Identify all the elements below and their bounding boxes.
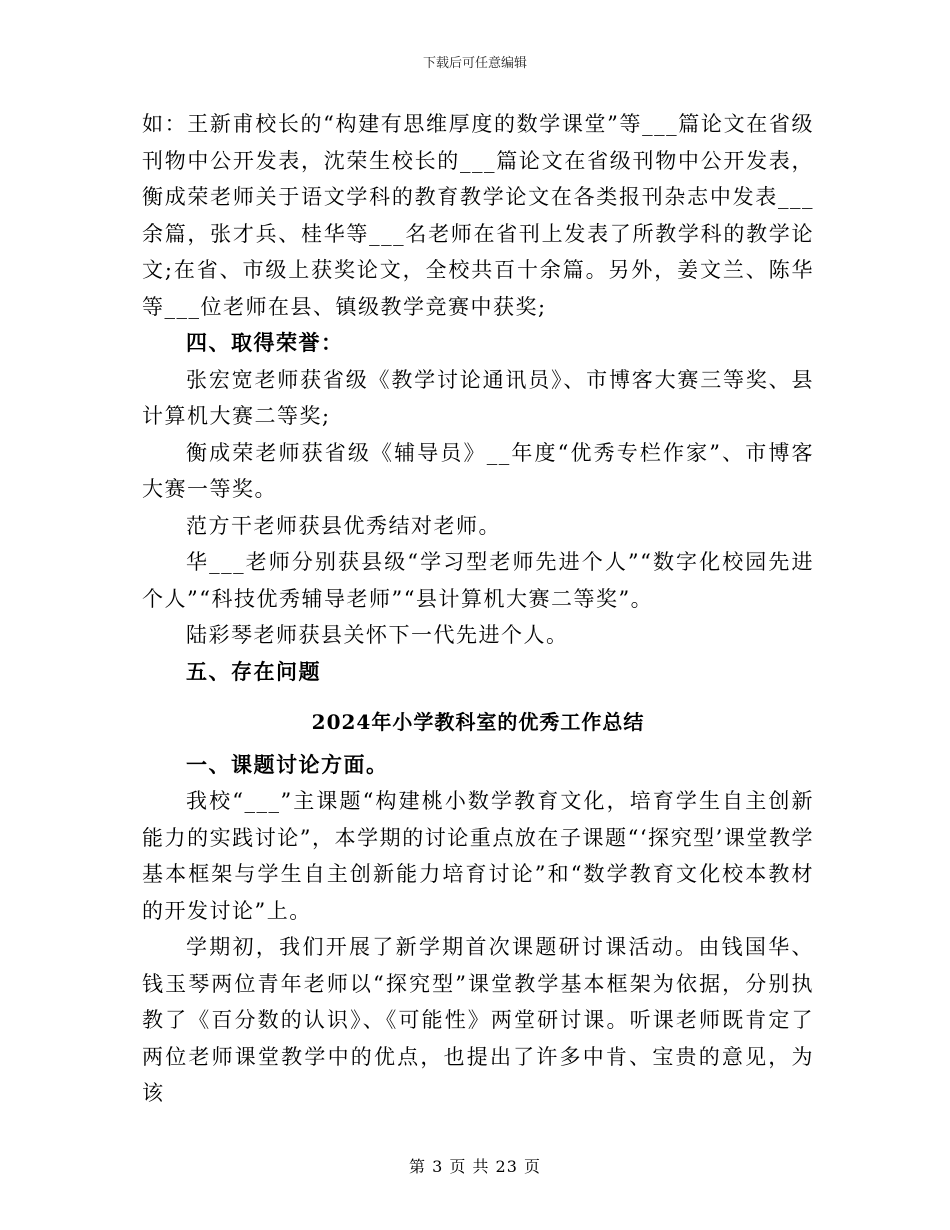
section-heading-research: 一、课题讨论方面。 — [186, 751, 389, 777]
page-header-note: 下载后可任意编辑 — [422, 56, 527, 71]
document-title: 2024年小学教科室的优秀工作总结 — [311, 710, 645, 734]
document-body — [142, 106, 814, 1112]
paragraph-main-topic: 我校“___”主课题“构建桃小数学教育文化，培育学生自主创新能力的实践讨论”，本学期的讨论重点放在子课题“‘探究型’课堂教学基本框架与学生自主创新能力培育讨论”和“数学教育文化校本教材的开发讨论”上。 — [142, 789, 814, 923]
honor-item-1: 张宏宽老师获省级《教学讨论通讯员》、市博客大赛三等奖、县计算机大赛二等奖; — [142, 367, 814, 428]
page-number-footer: 第 3 页 共 23 页 — [409, 1157, 541, 1176]
honor-item-4: 华___老师分别获县级“学习型老师先进个人”“数字化校园先进个人”“科技优秀辅导老师”“县计算机大赛二等奖”。 — [142, 550, 814, 611]
section-heading-honors: 四、取得荣誉： — [186, 330, 344, 355]
honor-item-3: 范方干老师获县优秀结对老师。 — [186, 513, 501, 538]
paragraph-papers: 如：王新甫校长的“构建有思维厚度的数学课堂”等___篇论文在省级刊物中公开发表，沈荣生校长的___篇论文在省级刊物中公开发表，衡成荣老师关于语文学科的教育教学论文在各类报刊杂志中发表___余篇，张才兵、桂华等___名老师在省刊上发表了所教学科的教学论文;在省、市级上获奖论文，全校共百十余篇。另外，姜文兰、陈华等___位老师在县、镇级教学竞赛中获奖; — [142, 112, 814, 319]
honor-item-2: 衡成荣老师获省级《辅导员》__年度“优秀专栏作家”、市博客大赛一等奖。 — [142, 440, 814, 501]
honor-item-5: 陆彩琴老师获县关怀下一代先进个人。 — [186, 623, 569, 647]
paragraph-semester-start: 学期初，我们开展了新学期首次课题研讨课活动。由钱国华、钱玉琴两位青年老师以“探究型”课堂教学基本框架为依据，分别执教了《百分数的认识》、《可能性》两堂研讨课。听课老师既肯定了两位老师课堂教学中的优点，也提出了许多中肯、宝贵的意见，为该 — [142, 935, 814, 1105]
section-heading-problems: 五、存在问题 — [186, 658, 321, 684]
